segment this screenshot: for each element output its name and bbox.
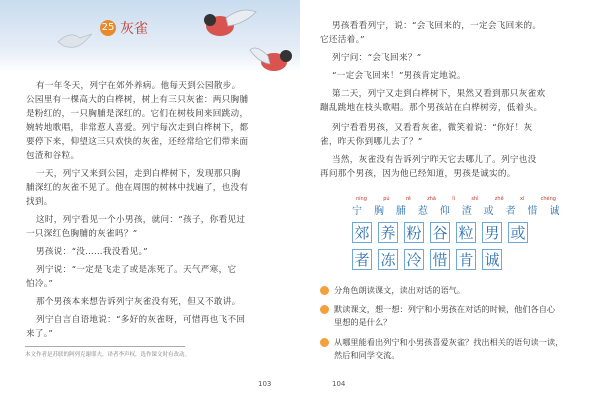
writing-characters-grid [352, 222, 552, 274]
task-item: 里想的是什么？ [334, 317, 392, 327]
writing-cell: 粒 [456, 222, 476, 243]
new-character: 者 [505, 206, 517, 217]
writing-cell: 郊 [352, 222, 372, 243]
text-line: 这时，列宁看见一个小男孩，就问：“孩子，你看见过 [36, 215, 246, 225]
new-character: 惹 [417, 206, 429, 217]
writing-cell: 冻 [378, 249, 398, 270]
pinyin: níng [356, 196, 367, 202]
task-item: 分角色朗读课文，读出对话的语气。 [334, 285, 466, 295]
text-line: 一天，列宁又来到公园，走到白桦树下，发现那只胸 [36, 169, 241, 179]
writing-cell: 粉 [404, 222, 424, 243]
pinyin: rě [405, 196, 411, 202]
text-line: 男孩说：“没……我没看见。” [36, 247, 148, 257]
text-line: 一只深红色胸脯的灰雀吗？” [26, 229, 138, 239]
new-character: 仰 [439, 206, 451, 217]
text-line: 它还活着。” [320, 35, 365, 45]
lesson-title: 灰雀 [120, 21, 148, 37]
right-page [300, 0, 600, 400]
pinyin: zhā [427, 196, 436, 202]
text-line: 是粉红的，一只胸脯是深红的。它们在树枝间来回跳动， [26, 109, 249, 119]
writing-cell: 谷 [430, 222, 450, 243]
writing-cell: 或 [508, 222, 528, 243]
task-bullet-icon [320, 305, 329, 314]
new-character: 胸 [373, 206, 385, 217]
text-line: 雀，昨天你到哪儿去了？” [320, 137, 423, 147]
new-character: 或 [483, 206, 495, 217]
text-line: 怕冷。” [26, 279, 54, 289]
writing-cell: 惜 [430, 249, 450, 270]
task-item: 然后和同学交流。 [334, 350, 400, 360]
text-line: 列宁自言自语地说：“多好的灰雀呀，可惜再也飞不回 [36, 315, 246, 325]
writing-cell: 冷 [404, 249, 424, 270]
pinyin: zhě [494, 196, 504, 202]
new-character: 诚 [549, 206, 560, 217]
text-line: 列宁问：“会飞回来？” [332, 53, 422, 63]
writing-cell: 诚 [482, 249, 502, 270]
pinyin: chéng [540, 196, 556, 202]
writing-cell: 者 [352, 249, 372, 270]
task-item: 从哪里能看出列宁和小男孩喜爱灰雀？找出相关的语句读一读， [334, 337, 564, 347]
bullfinch-illustration-top [198, 6, 258, 40]
new-character: 渣 [461, 206, 473, 217]
lesson-heading [100, 18, 148, 38]
text-line: 当然，灰雀没有告诉列宁昨天它去哪儿了。列宁也没 [332, 155, 537, 165]
text-line: 公园里有一棵高大的白桦树，树上有三只灰雀：两只胸脯 [26, 95, 249, 105]
pinyin: shì [471, 196, 479, 202]
text-line: 包渣和谷粒。 [26, 151, 80, 161]
lesson-number-badge: 25 [100, 20, 116, 36]
writing-cell: 养 [378, 222, 398, 243]
text-line: 婉转地歌唱，非常惹人喜爱。列宁每次走到白桦树下，都 [26, 123, 249, 133]
writing-cell: 男 [482, 222, 502, 243]
text-line: 第二天，列宁又走到白桦树下，果然又看到那只灰雀欢 [332, 89, 546, 99]
page-number: 103 [258, 380, 272, 388]
pinyin: lì [452, 196, 456, 202]
text-line: 那个男孩本来想告诉列宁灰雀没有死，但又不敢讲。 [36, 297, 241, 307]
bullfinch-illustration-left [56, 28, 96, 54]
new-character: 宁 [352, 206, 363, 217]
text-line: 列宁看看男孩，又看看灰雀，微笑着说：“你好！灰 [332, 123, 533, 133]
text-line: 找到。 [26, 197, 53, 207]
writing-cell: 肯 [456, 249, 476, 270]
text-line: 来了。” [26, 329, 54, 339]
writing-row-2 [352, 249, 552, 270]
text-line: “一定会飞回来！”男孩肯定地说。 [332, 71, 466, 81]
text-line: 男孩看看列宁，说：“会飞回来的，一定会飞回来的。 [332, 21, 542, 31]
page-number: 104 [332, 380, 346, 388]
text-line: 再问那个男孩，因为他已经知道，男孩是诚实的。 [320, 169, 516, 179]
text-line: 脯深红的灰雀不见了。他在周围的树林中找遍了，也没有 [26, 183, 249, 193]
writing-row-1 [352, 222, 552, 243]
new-character: 惜 [527, 206, 538, 217]
new-characters-row [352, 202, 560, 217]
new-character: 脯 [395, 206, 407, 217]
footnote: 本文作者是苏联的阿列克谢耶夫，译者李声权，选作课文时有改动。 [25, 346, 185, 358]
bullfinch-illustration-right [248, 42, 298, 76]
text-line: 要停下来，仰望这三只欢快的灰雀，还经常给它们带来面 [26, 137, 249, 147]
pinyin: pú [383, 196, 390, 202]
task-bullet-icon [320, 338, 329, 347]
task-bullet-icon [320, 286, 329, 295]
pinyin: xī [519, 196, 525, 202]
text-line: 蹦乱跳地在枝头歌唱。那个男孩站在白桦树旁，低着头。 [320, 103, 543, 113]
text-line: 有一年冬天，列宁在郊外养病。他每天到公园散步。 [36, 81, 241, 91]
task-item: 默读课文，想一想：列宁和小男孩在对话的时候，他们各自心 [334, 304, 556, 314]
text-line: 列宁说：“一定是飞走了或是冻死了。天气严寒，它 [36, 265, 237, 275]
